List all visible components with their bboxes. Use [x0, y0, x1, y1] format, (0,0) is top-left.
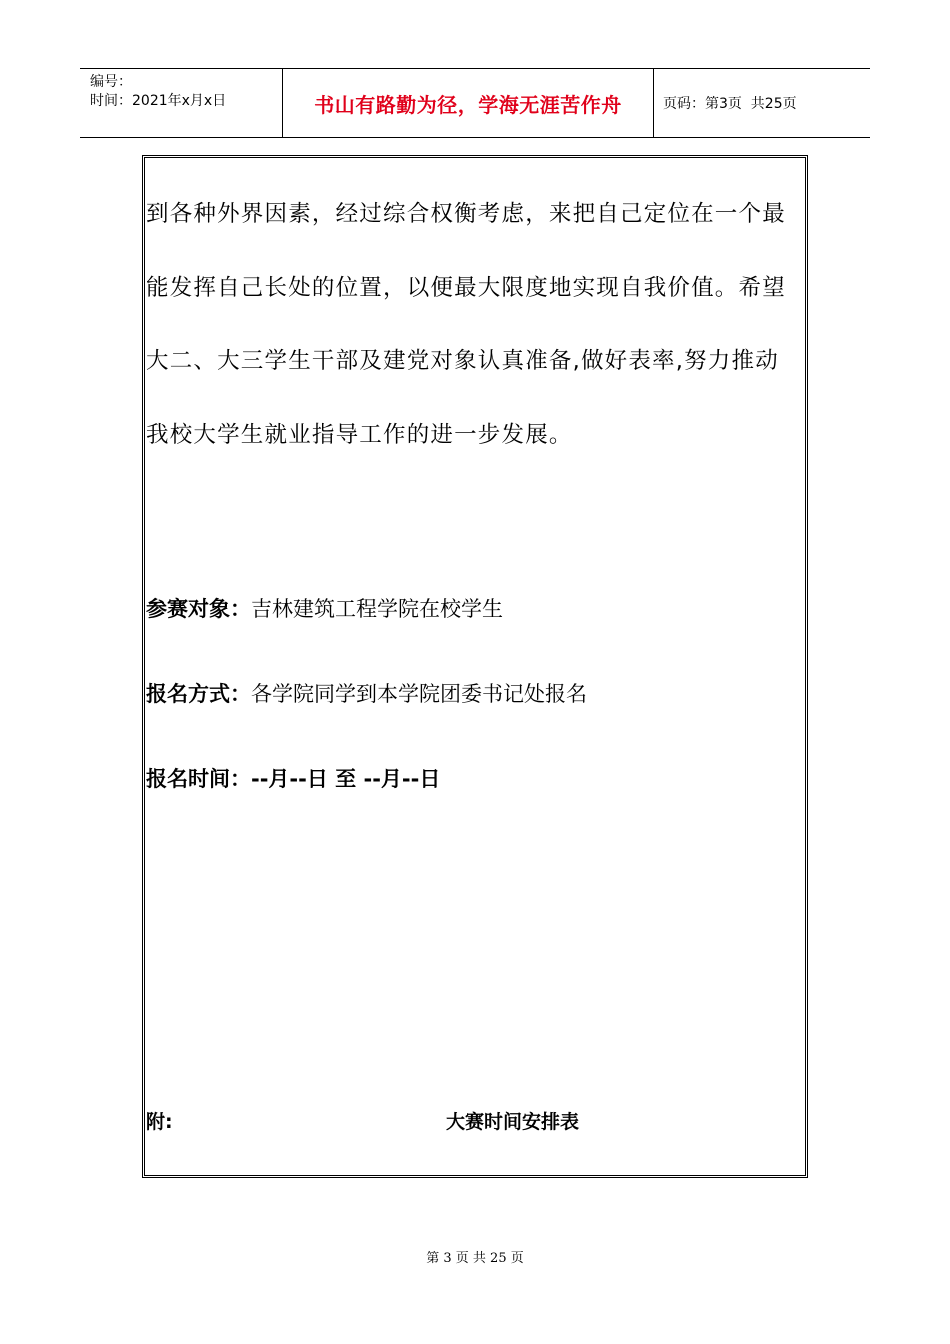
participants-row	[146, 593, 503, 623]
signup-method-label: 报名方式：	[146, 682, 251, 706]
header-meta	[90, 73, 226, 111]
page-header	[80, 68, 870, 138]
attachment-label: 附:	[146, 1111, 173, 1133]
signup-method-value: 各学院同学到本学院团委书记处报名	[251, 682, 587, 706]
attachment-title: 大赛时间安排表	[446, 1111, 580, 1133]
header-page-info: 页码：第3页 共25页	[663, 96, 797, 112]
time-label: 时间：2021年x月x日	[90, 93, 227, 109]
body-line: 我校大学生就业指导工作的进一步发展。	[146, 422, 573, 448]
signup-method-row	[146, 678, 587, 708]
participants-value: 吉林建筑工程学院在校学生	[251, 597, 503, 621]
signup-time-value: --月--日 至 --月--日	[251, 767, 441, 791]
header-motto: 书山有路勤为径，学海无涯苦作舟	[314, 92, 622, 117]
header-divider	[653, 69, 654, 137]
number-label: 编号：	[90, 74, 132, 90]
body-line: 到各种外界因素，经过综合权衡考虑，来把自己定位在一个最	[146, 201, 786, 227]
signup-time-label: 报名时间：	[146, 767, 251, 791]
page-footer: 第 3 页 共 25 页	[426, 1251, 524, 1266]
participants-label: 参赛对象：	[146, 597, 251, 621]
body-line: 能发挥自己长处的位置，以便最大限度地实现自我价值。希望	[146, 275, 786, 301]
signup-time-row	[146, 763, 440, 793]
body-line: 大二、大三学生干部及建党对象认真准备,做好表率,努力推动	[146, 348, 779, 374]
content-frame	[142, 155, 808, 1178]
